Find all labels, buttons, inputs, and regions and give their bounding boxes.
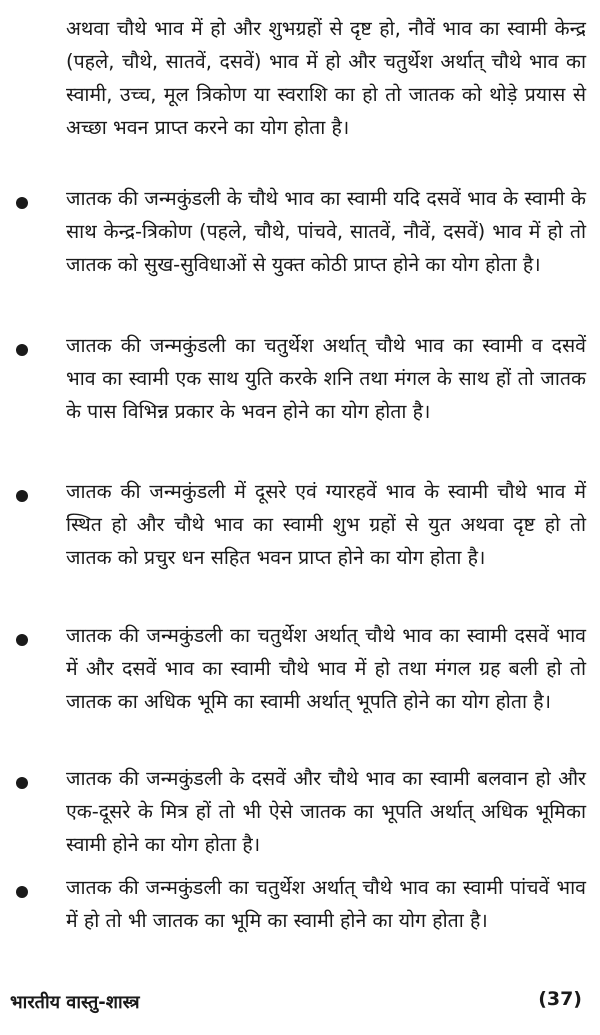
book-title: भारतीय वास्तु-शास्त्र — [10, 992, 140, 1013]
bullet-paragraph-5: जातक की जन्मकुंडली के दसवें और चौथे भाव का स्वामी बलवान हो और एक-दूसरे के मित्र हों तो भी ऐसे जातक का भूपति अर्थात् अधिक भूमिका स्वामी होने का योग होता है। — [66, 767, 586, 856]
bullet-paragraph-3: जातक की जन्मकुंडली में दूसरे एवं ग्यारहवें भाव के स्वामी चौथे भाव में स्थित हो और चौथे भाव का स्वामी शुभ ग्रहों से युत अथवा दृष्ट हो तो जातक को प्रचुर धन सहित भवन प्राप्त होने का योग होता है। — [66, 480, 586, 569]
bullet-dot — [16, 197, 28, 209]
bullet-dot — [16, 344, 28, 356]
bullet-dot — [16, 886, 28, 898]
page-number: (37) — [538, 988, 582, 1010]
bullet-dot — [16, 777, 28, 789]
bullet-paragraph-6: जातक की जन्मकुंडली का चतुर्थेश अर्थात् चौथे भाव का स्वामी पांचवें भाव में हो तो भी जातक का भूमि का स्वामी होने का योग होता है। — [66, 876, 586, 932]
intro-paragraph: अथवा चौथे भाव में हो और शुभग्रहों से दृष्ट हो, नौवें भाव का स्वामी केन्द्र (पहले, चौथे, सातवें, दसवें) भाव में हो और चतुर्थेश अर्थात् चौथे भाव का स्वामी, उच्च, मूल त्रिकोण या स्वराशि का हो तो जातक को थोड़े प्रयास से अच्छा भवन प्राप्त करने का योग होता है। — [66, 17, 586, 139]
bullet-dot — [16, 634, 28, 646]
bullet-paragraph-1: जातक की जन्मकुंडली के चौथे भाव का स्वामी यदि दसवें भाव के स्वामी के साथ केन्द्र-त्रिकोण (पहले, चौथे, पांचवे, सातवें, नौवें, दसवें) भाव में हो तो जातक को सुख-सुविधाओं से युक्त कोठी प्राप्त होने का योग होता है। — [66, 187, 586, 276]
bullet-dot — [16, 490, 28, 502]
bullet-paragraph-4: जातक की जन्मकुंडली का चतुर्थेश अर्थात् चौथे भाव का स्वामी दसवें भाव में और दसवें भाव का स्वामी चौथे भाव में हो तथा मंगल ग्रह बली हो तो जातक का अधिक भूमि का स्वामी अर्थात् भूपति होने का योग होता है। — [66, 624, 586, 713]
bullet-paragraph-2: जातक की जन्मकुंडली का चतुर्थेश अर्थात् चौथे भाव का स्वामी व दसवें भाव का स्वामी एक साथ युति करके शनि तथा मंगल के साथ हों तो जातक के पास विभिन्न प्रकार के भवन होने का योग होता है। — [66, 334, 586, 423]
